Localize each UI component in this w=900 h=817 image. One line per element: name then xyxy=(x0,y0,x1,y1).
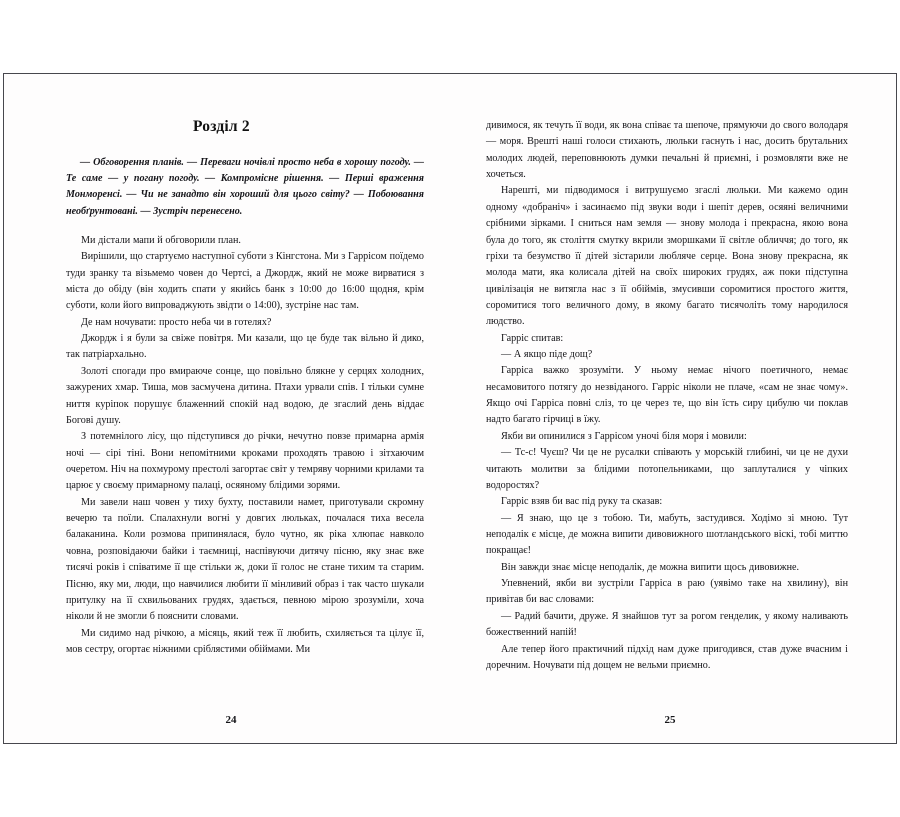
paragraph: Ми сидимо над річкою, а місяць, який теж її любить, схиляється та цілує її, мов сестру, огортає ніжними сріблястими обіймами. Ми xyxy=(66,627,424,655)
right-page xyxy=(450,74,896,743)
page-number: 24 xyxy=(225,714,237,726)
page-number: 25 xyxy=(664,714,676,726)
paragraph: Якби ви опинилися з Гаррісом уночі біля моря і мовили: xyxy=(501,430,747,442)
paragraph: Але тепер його практичний підхід нам дуже пригодився, став дуже вчасним і доречним. Ночувати під дощем не вельми приємно. xyxy=(486,643,848,671)
paragraph: — Я знаю, що це з тобою. Ти, мабуть, застудився. Ходімо зі мною. Тут неподалік є місце, де можна випити дивовижного шотландського віскі, тобі миттю покращає! xyxy=(486,512,848,557)
paragraph: З потемнілого лісу, що підступився до річки, нечутно повзе примарна армія ночі — сірі тіні. Вони непомітними кроками проходять травою і зітхаючим очеретом. Ніч на похмурому престолі загортає світ у темряву чорними крилами та царює у своєму примарному палаці, осяяному блідими зорями. xyxy=(66,431,424,492)
paragraph: — Тс-с! Чуєш? Чи це не русалки співають у морській глибині, чи це не духи читають молитви за блідими потопельниками, що заплуталися у чіпких водоростях? xyxy=(486,447,848,491)
paragraph: Джордж і я були за свіже повітря. Ми казали, що це буде так вільно й дико, так патріархально. xyxy=(66,333,424,361)
chapter-synopsis: — Обговорення планів. — Переваги ночівлі просто неба в хорошу погоду. — Те саме — у погану погоду. — Компромісне рішення. — Перші враження Монморенсі. — Чи не занадто він хороший для цього світу? — Побоювання необґрунтовані. — Зустріч перенесено. xyxy=(66,156,424,217)
page-title: Розділ 2 xyxy=(193,118,250,135)
paragraph: Золоті спогади про вмираюче сонце, що повільно блякне у серцях холодних, зажурених хмар. Тиша, мов засмучена дитина. Птахи урвали спів. І тільки сумне ниття куріпок порушує блаженний спокій над водою, де згаслий день віддає Богові душу. xyxy=(66,365,424,426)
book-page-spread xyxy=(3,73,897,744)
paragraph: Гарріс взяв би вас під руку та сказав: xyxy=(501,496,663,508)
paragraph: Де нам ночувати: просто неба чи в готелях? xyxy=(81,316,272,328)
paragraph: Ми завели наш човен у тиху бухту, поставили намет, приготували скромну вечерю та поїли. Спалахнули вогні у довгих люльках, почалася тиха весела балаканина. Коли розмова припинялася, було чутно, як ріка хлюпає навколо човна, розповідаючи байки і таємниці, наспівуючи дитячу пісню, яку знає вже тисячі років і співатиме її ще стільки ж, доки її голос не стане тихим та старим. Пісню, яку ми, люди, що навчилися любити її мінливий образ і так часто шукали притулку на її схвильованих грудях, здається, певною мірою зрозуміли, хоча ніколи й не змогли б пояснити словами. xyxy=(66,496,424,623)
left-page-text-block xyxy=(66,118,424,697)
paragraph: Гарріс спитав: xyxy=(501,332,564,344)
left-page xyxy=(4,74,450,743)
paragraph: Нарешті, ми підводимося і витрушуємо згаслі люльки. Ми кажемо один одному «добраніч» і засинаємо під звуки води і шепіт дерев, осяяні величними срібними зірками. І сниться нам земля — знову молода і прекрасна, якою вона була до того, як століття смутку вкрили зморшками її світле обличчя; до того, як гріхи та безумство її дітей зістарили любляче серце. Вона знову прекрасна, як молода мати, яка колисала дітей на своїх широких грудях, аж поки підступна цивілізація не витягла нас з її обіймів, змусивши соромитися простого життя, соромитися того величного дому, в якому багато тисячоліть тому народилося людство. xyxy=(486,185,848,328)
paragraph: — Радий бачити, друже. Я знайшов тут за рогом генделик, у якому наливають божественний напій! xyxy=(486,610,848,639)
paragraph: Вирішили, що стартуємо наступної суботи з Кінгстона. Ми з Гаррісом поїдемо туди зранку та візьмемо човен до Чертсі, а Джордж, який не може вирватися з міста до обіду (він ходить спати у якийсь банк з 10:00 до 16:00 щодня, крім суботи, коли його випроваджують звідти о 14:00), зустріне нас там. xyxy=(66,251,424,312)
paragraph: — А якщо піде дощ? xyxy=(501,349,593,361)
paragraph: Упевнений, якби ви зустріли Гарріса в раю (уявімо таке на хвилину), він привітав би вас словами: xyxy=(486,578,848,606)
paragraph: Він завжди знає місце неподалік, де можна випити щось дивовижне. xyxy=(501,561,800,573)
right-page-text-block xyxy=(486,118,848,697)
paragraph: Гарріса важко зрозуміти. У ньому немає нічого поетичного, немає несамовитого потягу до незвіданого. Гарріс ніколи не плаче, «сам не знає чому». Якщо очі Гарріса повні сліз, то це через те, що він їсть сиру цибулю чи поклав надто багато гірчиці в їжу. xyxy=(486,365,848,426)
paragraph: дивимося, як течуть її води, як вона співає та шепоче, прямуючи до свого володаря — моря. Врешті наші голоси стихають, люльки гаснуть і нас, досить брутальних молодих людей, переповнюють думки печальні й приємні, і розмовляти вже не хочеться. xyxy=(486,120,848,181)
paragraph: Ми дістали мапи й обговорили план. xyxy=(81,234,241,246)
